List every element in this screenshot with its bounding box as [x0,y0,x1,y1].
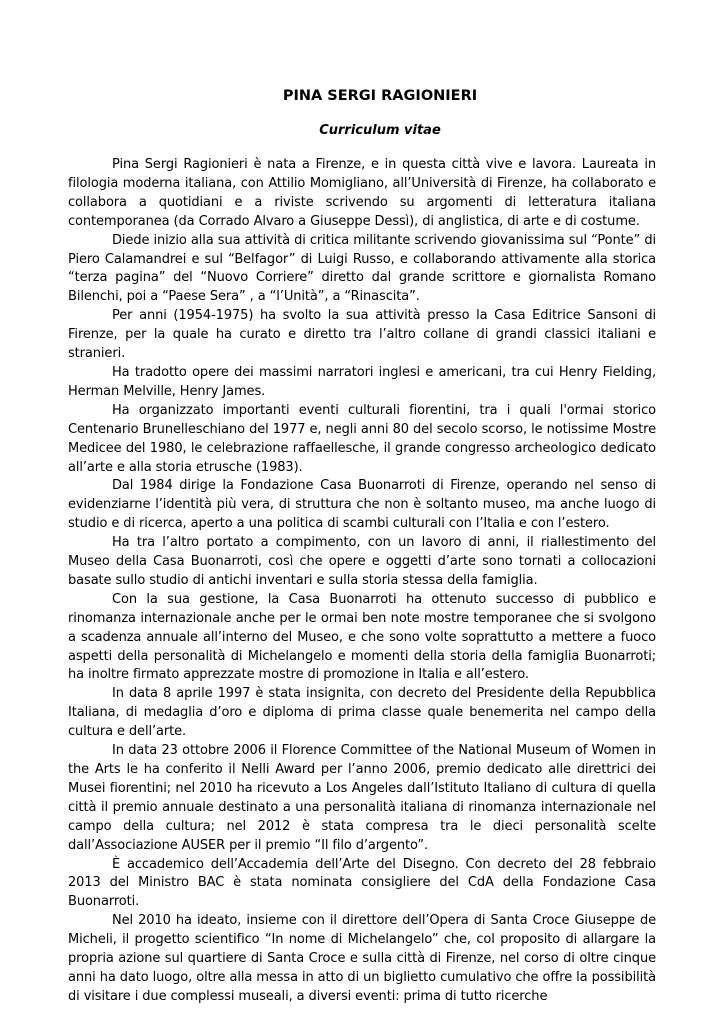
paragraph-critic-career: Diede inizio alla sua attività di critica militante scrivendo giovanissima sul “Ponte” di Piero Calamandrei e sul “Belfagor” di Luigi Russo, e collaborando attivamente alla storica “terza pagina” del “Nuovo Corriere” diretto dal grande scrittore e giornalista Romano Bilenchi, poi a “Paese Sera” , a “l’Unità”, a “Rinascita”. [68,232,656,305]
paragraph-birth-education: Pina Sergi Ragionieri è nata a Firenze, e in questa città vive e lavora. Laureata in filologia moderna italiana, con Attilio Momigliano, all’Università di Firenze, ha collaborato e collabora a quotidiani e a riviste scrivendo su argomenti di letteratura italiana contemporanea (da Corrado Alvaro a Giuseppe Dessì), di anglistica, di arte e di costume. [68,157,656,229]
paragraph-medal-1997: In data 8 aprile 1997 è stata insignita, con decreto del Presidente della Repubblica Italiana, di medaglia d’oro e diploma di prima classe quale benemerita nel campo della cultura e dell’arte. [68,686,656,740]
paragraph-museum-rearrangement: Ha tra l’altro portato a compimento, con un lavoro di anni, il riallestimento del Museo della Casa Buonarroti, così che opere e oggetti d’arte sono tornati a collocazioni basate sullo studio di antichi inventari e sulla storia stessa della famiglia. [68,535,656,588]
paragraph-academy: È accademico dell’Accademia dell’Arte del Disegno. Con decreto del 28 febbraio 2013 del Ministro BAC è stata nominata consigliere del CdA della Fondazione Casa Buonarroti. [68,856,656,910]
paragraph-sansoni: Per anni (1954-1975) ha svolto la sua attività presso la Casa Editrice Sansoni di Firenze, per la quale ha curato e diretto tra l’altro collane di grandi classici italiani e stranieri. [68,308,656,362]
paragraph-exhibitions: Con la sua gestione, la Casa Buonarroti ha ottenuto successo di pubblico e rinomanza internazionale anche per le ormai ben note mostre temporanee che si svolgono a scadenza annuale all’interno del Museo, e che sono volte soprattutto a mettere a fuoco aspetti della personalità di Michelangelo e momenti della storia della famiglia Buonarroti; ha inoltre firmato apprezzate mostre di promozione in Italia e all’estero. [68,591,656,683]
paragraph-translations: Ha tradotto opere dei massimi narratori inglesi e americani, tra cui Henry Fielding, Herman Melville, Henry James. [68,364,656,399]
paragraph-casa-buonarroti: Dal 1984 dirige la Fondazione Casa Buonarroti di Firenze, operando nel senso di evidenziarne l’identità più vera, di struttura che non è soltanto museo, ma anche luogo di studio e di ricerca, aperto a una politica di scambi culturali con l’Italia e con l’estero. [68,478,656,532]
document-title: PINA SERGI RAGIONIERI [282,88,478,104]
paragraph-michelangelo-project: Nel 2010 ha ideato, insieme con il direttore dell’Opera di Santa Croce Giuseppe de Micheli, il progetto scientifico “In nome di Michelangelo” che, col proposito di allargare la propria azione sul quartiere di Santa Croce e sulla città di Firenze, nel corso di oltre cinque anni ha dato luogo, oltre alla messa in atto di un biglietto cumulativo che offre la possibilità di visitare i due complessi museali, a diversi eventi: prima di tutto ricerche [68,913,656,1004]
document-subtitle: Curriculum vitae [319,123,441,138]
paragraph-awards: In data 23 ottobre 2006 il Florence Committee of the National Museum of Women in the Arts le ha conferito il Nelli Award per l’anno 2006, premio dedicato alle direttrici dei Musei fiorentini; nel 2010 ha ricevuto a Los Angeles dall’Istituto Italiano di cultura di quella città il premio annuale destinato a una personalità italiana di rinomanza internazionale nel campo della cultura; nel 2012 è stata compresa tra le dieci personalità scelte dall’Associazione AUSER per il premio “Il filo d’argento”. [68,743,656,853]
document-body [68,156,656,1007]
paragraph-cultural-events: Ha organizzato importanti eventi culturali fiorentini, tra i quali l'ormai storico Centenario Brunelleschiano del 1977 e, negli anni 80 del secolo scorso, le notissime Mostre Medicee del 1980, le celebrazione raffaellesche, il grande congresso archeologico dedicato all’arte e alla storia etrusche (1983). [68,402,656,475]
document-page [68,86,656,1007]
